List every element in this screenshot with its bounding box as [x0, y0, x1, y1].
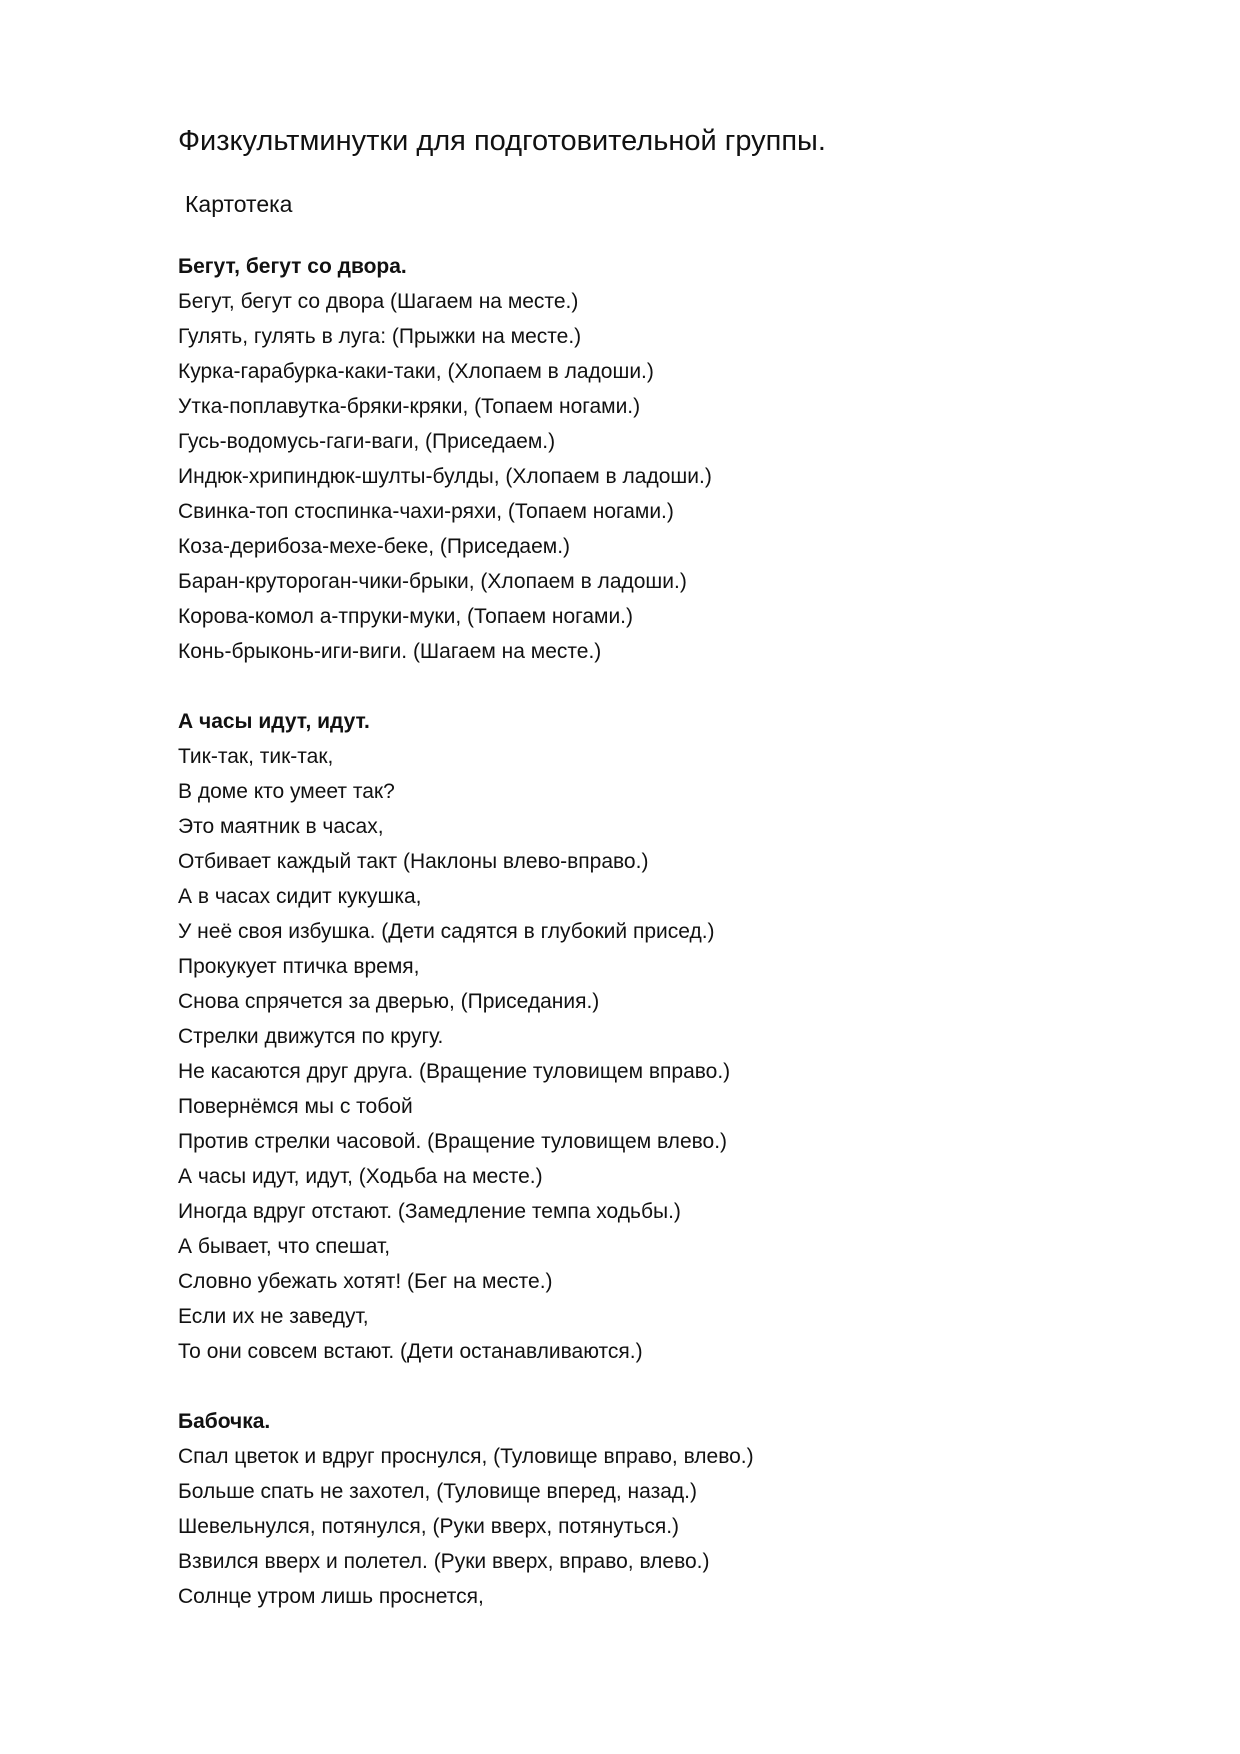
verse-line: А часы идут, идут, (Ходьба на месте.) [178, 1165, 543, 1188]
verse-line: Это маятник в часах, [178, 815, 384, 838]
verse-line: Утка-поплавутка-бряки-кряки, (Топаем ногами.) [178, 395, 641, 418]
verse-line: Гусь-водомусь-гаги-ваги, (Приседаем.) [178, 430, 556, 453]
verse-line: Не касаются друг друга. (Вращение туловищем вправо.) [178, 1060, 731, 1083]
document-subtitle: Картотека [185, 191, 293, 217]
verse-line: Больше спать не захотел, (Туловище вперед, назад.) [178, 1480, 697, 1503]
document-title: Физкультминутки для подготовительной группы. [178, 125, 826, 157]
document-content [178, 249, 1178, 1649]
section-chasy [178, 704, 1178, 1369]
verse-line: Баран-крутороган-чики-брыки, (Хлопаем в ладоши.) [178, 570, 687, 593]
verse-line: Гулять, гулять в луга: (Прыжки на месте.) [178, 325, 582, 348]
verse-line: А в часах сидит кукушка, [178, 885, 422, 908]
section-begut [178, 249, 1178, 669]
section-heading: Бабочка. [178, 1410, 271, 1433]
verse-line: Спал цветок и вдруг проснулся, (Туловище вправо, влево.) [178, 1445, 754, 1468]
verse-line: Иногда вдруг отстают. (Замедление темпа ходьбы.) [178, 1200, 681, 1223]
verse-line: Взвился вверх и полетел. (Руки вверх, вправо, влево.) [178, 1550, 710, 1573]
verse-line: Солнце утром лишь проснется, [178, 1585, 484, 1608]
verse-line: Корова-комол а-тпруки-муки, (Топаем ногами.) [178, 605, 633, 628]
section-babochka [178, 1404, 1178, 1614]
verse-line: Свинка-топ стоспинка-чахи-ряхи, (Топаем ногами.) [178, 500, 674, 523]
verse-line: Тик-так, тик-так, [178, 745, 334, 768]
verse-line: Шевельнулся, потянулся, (Руки вверх, потянуться.) [178, 1515, 680, 1538]
verse-line: Снова спрячется за дверью, (Приседания.) [178, 990, 600, 1013]
verse-line: Конь-брыконь-иги-виги. (Шагаем на месте.) [178, 640, 602, 663]
verse-line: То они совсем встают. (Дети останавливаются.) [178, 1340, 643, 1363]
verse-line: Против стрелки часовой. (Вращение туловищем влево.) [178, 1130, 728, 1153]
verse-line: Стрелки движутся по кругу. [178, 1025, 444, 1048]
verse-line: Коза-дерибоза-мехе-беке, (Приседаем.) [178, 535, 571, 558]
verse-line: Курка-гарабурка-каки-таки, (Хлопаем в ладоши.) [178, 360, 654, 383]
verse-line: Повернёмся мы с тобой [178, 1095, 413, 1118]
verse-line: Бегут, бегут со двора (Шагаем на месте.) [178, 290, 579, 313]
verse-line: Индюк-хрипиндюк-шулты-булды, (Хлопаем в ладоши.) [178, 465, 712, 488]
section-heading: Бегут, бегут со двора. [178, 255, 407, 278]
verse-line: Прокукует птичка время, [178, 955, 420, 978]
verse-line: Если их не заведут, [178, 1305, 369, 1328]
verse-line: У неё своя избушка. (Дети садятся в глубокий присед.) [178, 920, 715, 943]
verse-line: Словно убежать хотят! (Бег на месте.) [178, 1270, 553, 1293]
section-heading: А часы идут, идут. [178, 710, 370, 733]
verse-line: Отбивает каждый такт (Наклоны влево-вправо.) [178, 850, 649, 873]
verse-line: А бывает, что спешат, [178, 1235, 391, 1258]
verse-line: В доме кто умеет так? [178, 780, 395, 803]
